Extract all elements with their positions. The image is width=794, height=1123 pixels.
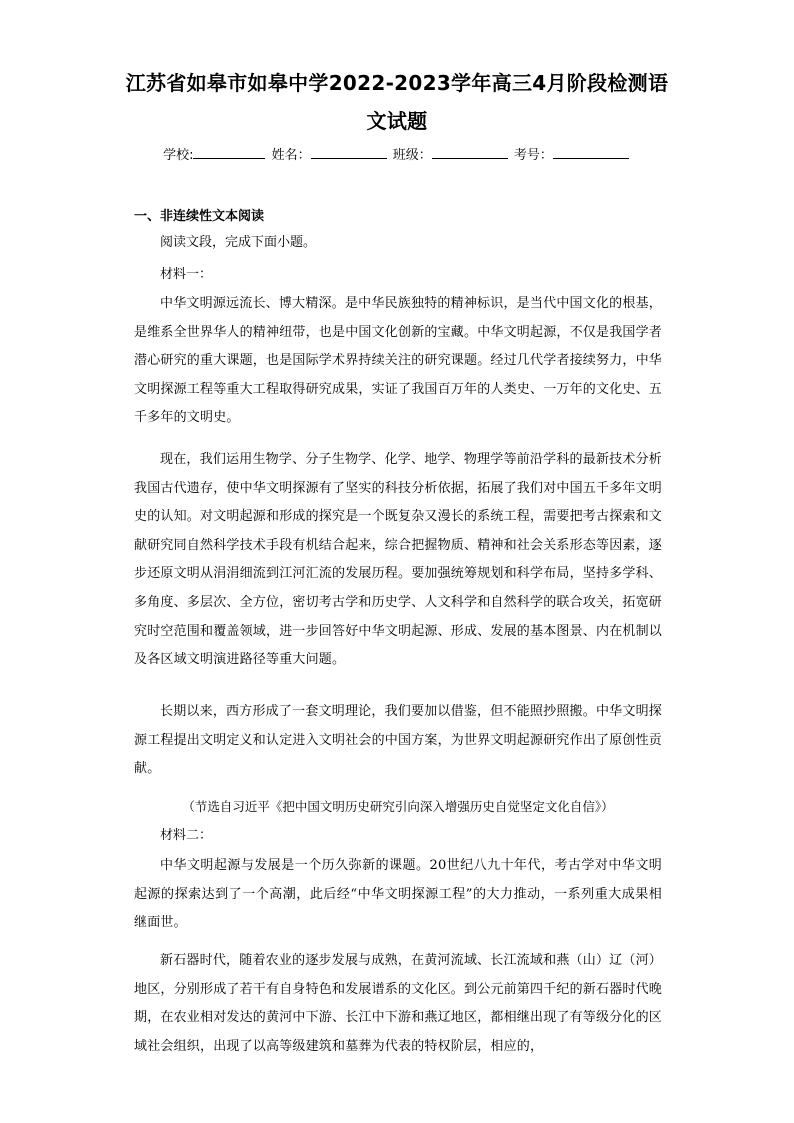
material-2-paragraph-2: 新石器时代，随着农业的逐步发展与成熟，在黄河流域、长江流域和燕（山）辽（河）地区，分别形成了若干有自身特色和发展谱系的文化区。到公元前第四千纪的新石器时代晚期，在农业相对发达的黄河中下游、长江中下游和燕辽地区，都相继出现了有等级分化的区域社会组织，出现了以高等级建筑和墓葬为代表的特权阶层，相应的， xyxy=(134,953,663,1054)
material-2-paragraph-1: 中华文明起源与发展是一个历久弥新的课题。20世纪八九十年代，考古学对中华文明起源的探索达到了一个高潮，此后经“中华文明探源工程”的大力推动，一系列重大成果相继面世。 xyxy=(134,858,662,931)
school-blank[interactable] xyxy=(193,144,265,159)
document-title-line-2: 文试题 xyxy=(366,109,428,133)
student-info-row xyxy=(130,144,664,166)
material-1-paragraph-2: 现在，我们运用生物学、分子生物学、化学、地学、物理学等前沿学科的最新技术分析我国古代遗存，使中华文明探源有了坚实的科技分析依据，拓展了我们对中国五千多年文明史的认知。对文明起源和形成的探究是一个既复杂又漫长的系统工程，需要把考古探索和文献研究同自然科学技术手段有机结合起来，综合把握物质、精神和社会关系形态等因素，逐步还原文明从涓涓细流到江河汇流的发展历程。要加强统筹规划和科学布局，坚持多学科、多角度、多层次、全方位，密切考古学和历史学、人文科学和自然科学的联合攻关，拓宽研究时空范围和覆盖领域，进一步回答好中华文明起源、形成、发展的基本图景、内在机制以及各区域文明演进路径等重大问题。 xyxy=(134,452,663,668)
material-2-label: 材料二： xyxy=(160,828,213,843)
name-label: 姓名： xyxy=(271,148,311,163)
material-1-paragraph-1: 中华文明源远流长、博大精深。是中华民族独特的精神标识，是当代中国文化的根基，是维系全世界华人的精神纽带，也是中国文化创新的宝藏。中华文明起源，不仅是我国学者潜心研究的重大课题，也是国际学术界持续关注的研究课题。经过几代学者接续努力，中华文明探源工程等重大工程取得研究成果，实证了我国百万年的人类史、一万年的文化史、五千多年的文明史。 xyxy=(134,296,663,426)
material-1-label: 材料一： xyxy=(160,267,213,282)
school-label: 学校: xyxy=(163,148,194,163)
name-blank[interactable] xyxy=(311,144,387,159)
material-1-source: （节选自习近平《把中国文明历史研究引向深入增强历史自觉坚定文化自信》） xyxy=(182,799,614,814)
exam-number-label: 考号： xyxy=(513,148,553,163)
class-label: 班级： xyxy=(392,148,432,163)
material-1-paragraph-3: 长期以来，西方形成了一套文明理论，我们要加以借鉴，但不能照抄照搬。中华文明探源工程提出文明定义和认定进入文明社会的中国方案，为世界文明起源研究作出了原创性贡献。 xyxy=(134,704,663,777)
document-title-line-1: 江苏省如皋市如皋中学2022-2023学年高三4月阶段检测语 xyxy=(125,71,669,95)
class-blank[interactable] xyxy=(432,144,508,159)
section-heading: 一、非连续性文本阅读 xyxy=(134,209,265,224)
exam-number-blank[interactable] xyxy=(553,144,629,159)
reading-instruction: 阅读文段，完成下面小题。 xyxy=(160,235,317,250)
